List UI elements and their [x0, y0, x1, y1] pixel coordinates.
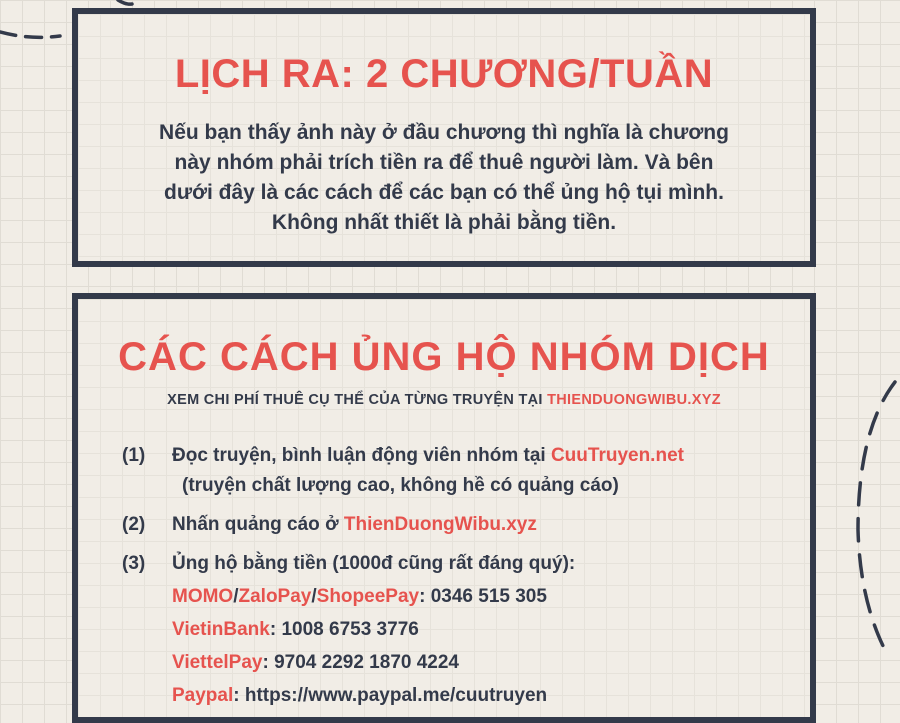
viettelpay-label: ViettelPay — [172, 652, 263, 673]
cuutruyen-link[interactable]: CuuTruyen.net — [550, 445, 684, 466]
intro-line: dưới đây là các cách để các bạn có thể ủng hộ tụi mình. — [164, 181, 724, 204]
item-label: Đọc truyện, bình luận động viên nhóm tại — [172, 445, 551, 466]
thienduongwibu-ad-link[interactable]: ThienDuongWibu.xyz — [343, 514, 537, 535]
item-number: (3) — [122, 553, 146, 574]
schedule-title: LỊCH RA: 2 CHƯƠNG/TUẦN — [174, 52, 714, 96]
wallet-number: : 0346 515 305 — [419, 586, 547, 607]
schedule-intro — [78, 118, 810, 238]
zalopay-label: ZaloPay — [238, 586, 312, 607]
shopeepay-label: ShopeePay — [316, 586, 420, 607]
vietinbank-line — [172, 614, 419, 646]
item-label: Nhấn quảng cáo ở — [172, 514, 344, 535]
item-text: Ủng hộ bằng tiền (1000đ cũng rất đáng quý): — [172, 553, 576, 574]
wallet-line — [172, 581, 547, 613]
thienduongwibu-link[interactable]: THIENDUONGWIBU.XYZ — [547, 392, 721, 408]
paypal-line — [172, 680, 547, 712]
separator: / — [233, 586, 239, 607]
separator: / — [311, 586, 317, 607]
momo-label: MOMO — [172, 586, 234, 607]
item-note: (truyện chất lượng cao, không hề có quảng cáo) — [182, 475, 619, 496]
item-text — [172, 509, 537, 541]
viettelpay-line — [172, 647, 459, 679]
intro-line: Không nhất thiết là phải bằng tiền. — [271, 211, 617, 234]
schedule-panel — [72, 8, 816, 267]
paypal-label: Paypal — [172, 685, 234, 706]
support-title: CÁC CÁCH ỦNG HỘ NHÓM DỊCH — [118, 335, 770, 379]
vietinbank-label: VietinBank — [172, 619, 270, 640]
support-subtitle — [78, 392, 810, 408]
item-number: (1) — [122, 445, 146, 466]
subtitle-text: XEM CHI PHÍ THUÊ CỤ THỂ CỦA TỪNG TRUYỆN TẠI — [167, 392, 548, 408]
item-number: (2) — [122, 514, 146, 535]
vietinbank-number: : 1008 6753 3776 — [269, 619, 419, 640]
paypal-link[interactable]: : https://www.paypal.me/cuutruyen — [233, 685, 548, 706]
intro-line: này nhóm phải trích tiền ra để thuê người làm. Và bên — [174, 151, 714, 174]
item-text — [172, 440, 684, 472]
viettelpay-number: : 9704 2292 1870 4224 — [262, 652, 459, 673]
intro-line: Nếu bạn thấy ảnh này ở đầu chương thì nghĩa là chương — [159, 121, 729, 144]
support-panel — [72, 293, 816, 723]
